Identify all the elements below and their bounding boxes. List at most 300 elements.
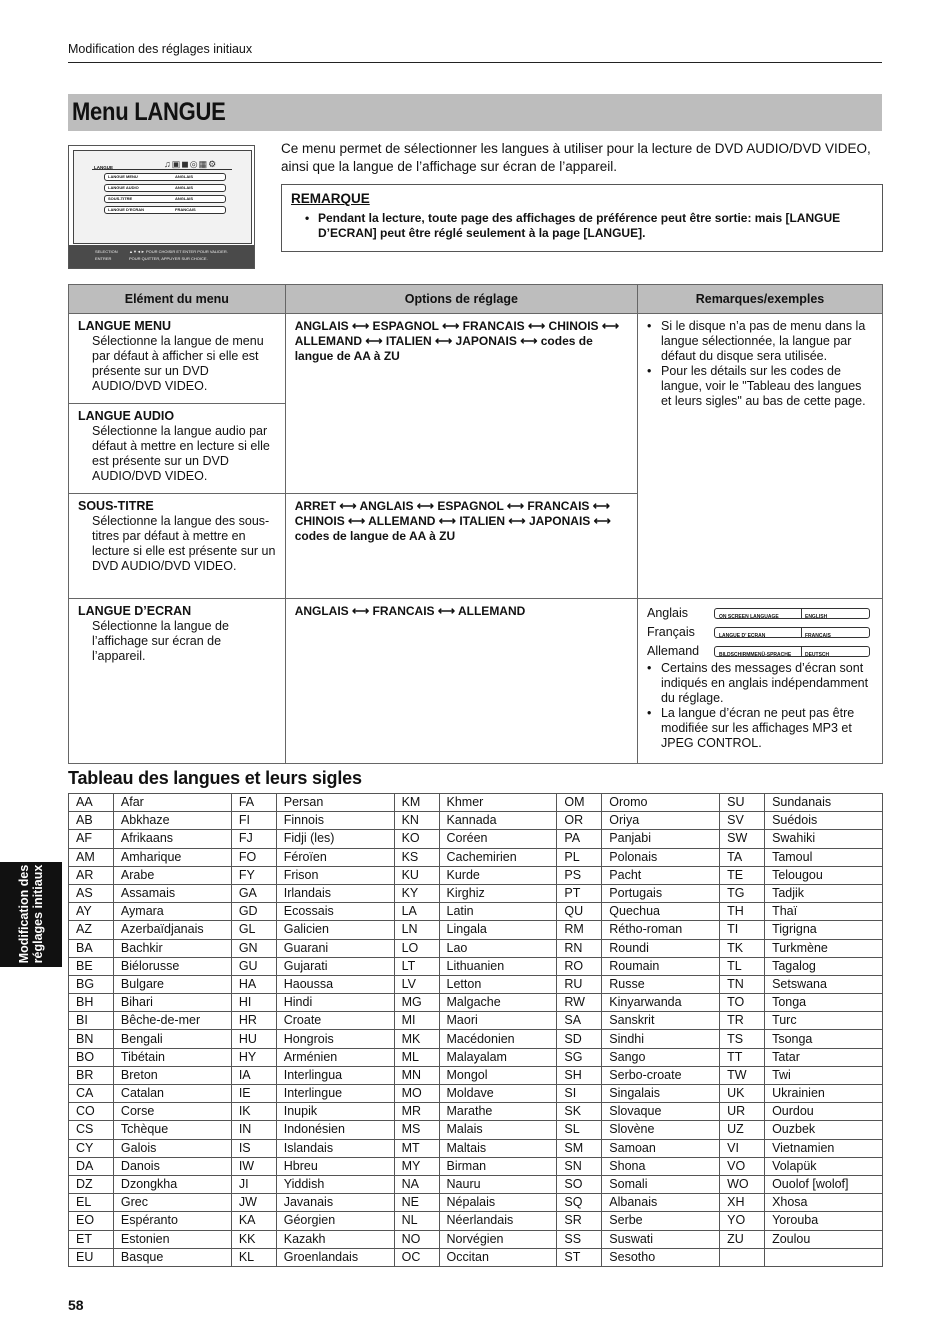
language-code-cell: EO — [69, 1212, 114, 1230]
menu-item-title: LANGUE AUDIO — [78, 409, 175, 423]
language-code-cell: UZ — [720, 1121, 765, 1139]
language-code-cell: FO — [231, 848, 276, 866]
osd-row-value: FRANCAIS — [175, 207, 196, 212]
remark-item: • Si le disque n’a pas de menu dans la langue sélectionnée, la langue par défaut du disque sera utilisée. — [661, 319, 874, 364]
language-code-cell: AF — [69, 830, 114, 848]
table-row — [69, 1030, 883, 1048]
language-name-cell: Norvégien — [439, 1230, 557, 1248]
language-code-cell: IK — [231, 1103, 276, 1121]
language-name-cell: Azerbaïdjanais — [113, 921, 231, 939]
language-name-cell: Galois — [113, 1139, 231, 1157]
language-code-cell: PL — [557, 848, 602, 866]
language-code-cell: SK — [557, 1103, 602, 1121]
language-code-cell: RO — [557, 957, 602, 975]
language-name-cell: Abkhaze — [113, 812, 231, 830]
language-name-cell: Guarani — [276, 939, 394, 957]
language-code-cell: NA — [394, 1175, 439, 1193]
language-code-cell: MY — [394, 1157, 439, 1175]
language-code-cell: BO — [69, 1048, 114, 1066]
osd-footer-enter: ENTRER — [95, 256, 112, 261]
remark-box — [281, 184, 883, 252]
language-code-cell: KL — [231, 1248, 276, 1266]
language-code-cell — [720, 1248, 765, 1266]
language-codes-table — [68, 793, 883, 1267]
language-name-cell: Xhosa — [765, 1194, 883, 1212]
table-header-row — [69, 285, 883, 314]
osd-example-box — [714, 608, 870, 619]
language-code-cell: GU — [231, 957, 276, 975]
language-code-cell: DZ — [69, 1175, 114, 1193]
language-name-cell: Corse — [113, 1103, 231, 1121]
remark-item: • Pour les détails sur les codes de langue, voir le "Tableau des langues et leurs sigles" au bas de cette page. — [661, 364, 874, 409]
language-code-cell: AS — [69, 884, 114, 902]
language-code-cell: PA — [557, 830, 602, 848]
language-code-cell: AY — [69, 903, 114, 921]
language-name-cell: Féroïen — [276, 848, 394, 866]
osd-example-key: BILDSCHIRMMENÜ-SPRACHE — [718, 652, 792, 658]
language-code-cell: SG — [557, 1048, 602, 1066]
osd-row — [104, 173, 226, 181]
language-code-cell: EU — [69, 1248, 114, 1266]
language-name-cell: Twi — [765, 1066, 883, 1084]
table-row — [69, 1048, 883, 1066]
language-code-cell: GA — [231, 884, 276, 902]
language-name-cell: Tibétain — [113, 1048, 231, 1066]
language-code-cell: CY — [69, 1139, 114, 1157]
osd-footer — [69, 245, 254, 268]
language-name-cell: Panjabi — [602, 830, 720, 848]
language-code-cell: FY — [231, 866, 276, 884]
language-name-cell: Irlandais — [276, 884, 394, 902]
language-code-cell: VO — [720, 1157, 765, 1175]
side-section-tab — [0, 862, 62, 967]
language-name-cell: Kannada — [439, 812, 557, 830]
language-name-cell: Croate — [276, 1012, 394, 1030]
language-name-cell: Khmer — [439, 794, 557, 812]
menu-item-desc: Sélectionne la langue des sous-titres par défaut à mettre en lecture si elle est présente sur un DVD AUDIO/DVD VIDEO. — [92, 514, 276, 573]
osd-example-box — [714, 646, 870, 657]
language-code-cell: JI — [231, 1175, 276, 1193]
language-code-cell: HA — [231, 975, 276, 993]
language-code-cell: KY — [394, 884, 439, 902]
language-name-cell: Serbe — [602, 1212, 720, 1230]
language-code-cell: WO — [720, 1175, 765, 1193]
language-name-cell: Samoan — [602, 1139, 720, 1157]
language-code-cell: JW — [231, 1194, 276, 1212]
language-name-cell: Portugais — [602, 884, 720, 902]
language-name-cell: Tsonga — [765, 1030, 883, 1048]
settings-table — [68, 284, 883, 764]
language-code-cell: OR — [557, 812, 602, 830]
table-row — [69, 866, 883, 884]
language-code-cell: SI — [557, 1085, 602, 1103]
language-name-cell: Indonésien — [276, 1121, 394, 1139]
language-code-cell: TG — [720, 884, 765, 902]
language-name-cell: Dzongkha — [113, 1175, 231, 1193]
table-row — [69, 884, 883, 902]
options-cell: ARRET ⟷ ANGLAIS ⟷ ESPAGNOL ⟷ FRANCAIS ⟷ CHINOIS ⟷ ALLEMAND ⟷ ITALIEN ⟷ JAPONAIS ⟷ codes de langue de AA à ZU — [285, 494, 637, 599]
language-name-cell: Turkmène — [765, 939, 883, 957]
language-name-cell: Ouzbek — [765, 1121, 883, 1139]
language-name-cell: Volapük — [765, 1157, 883, 1175]
osd-menu-icons: ♫▣◼◎▦⚙ — [164, 159, 218, 169]
language-code-cell: RM — [557, 921, 602, 939]
language-name-cell: Breton — [113, 1066, 231, 1084]
language-code-cell: TW — [720, 1066, 765, 1084]
language-name-cell: Lao — [439, 939, 557, 957]
osd-divider — [92, 169, 232, 170]
table-row — [69, 848, 883, 866]
language-code-cell: TK — [720, 939, 765, 957]
language-code-cell: MN — [394, 1066, 439, 1084]
table-row — [69, 939, 883, 957]
language-name-cell: Mongol — [439, 1066, 557, 1084]
language-name-cell: Groenlandais — [276, 1248, 394, 1266]
language-name-cell: Estonien — [113, 1230, 231, 1248]
language-name-cell: Persan — [276, 794, 394, 812]
table-row — [69, 794, 883, 812]
osd-example — [647, 623, 874, 642]
language-name-cell: Assamais — [113, 884, 231, 902]
language-code-cell: AZ — [69, 921, 114, 939]
osd-example-value: DEUTSCH — [804, 652, 830, 658]
osd-example — [647, 642, 874, 661]
table-row — [69, 1157, 883, 1175]
language-name-cell: Yiddish — [276, 1175, 394, 1193]
language-name-cell: Coréen — [439, 830, 557, 848]
section-title-bar — [68, 94, 882, 131]
language-code-cell: HR — [231, 1012, 276, 1030]
language-name-cell: Népalais — [439, 1194, 557, 1212]
language-code-cell: SA — [557, 1012, 602, 1030]
language-code-cell: GD — [231, 903, 276, 921]
language-code-cell: UR — [720, 1103, 765, 1121]
language-code-cell: BI — [69, 1012, 114, 1030]
language-code-cell: GL — [231, 921, 276, 939]
language-name-cell: Latin — [439, 903, 557, 921]
language-code-cell: NL — [394, 1212, 439, 1230]
osd-row-value: ANGLAIS — [175, 185, 193, 190]
language-code-cell: TL — [720, 957, 765, 975]
language-name-cell: Roumain — [602, 957, 720, 975]
table-row — [69, 812, 883, 830]
language-code-cell: SD — [557, 1030, 602, 1048]
table-row — [69, 1230, 883, 1248]
language-code-cell: YO — [720, 1212, 765, 1230]
language-code-cell: KO — [394, 830, 439, 848]
language-code-cell: ST — [557, 1248, 602, 1266]
language-name-cell: Arabe — [113, 866, 231, 884]
language-code-cell: KU — [394, 866, 439, 884]
language-code-cell: MS — [394, 1121, 439, 1139]
language-name-cell: Cachemirien — [439, 848, 557, 866]
language-name-cell: Sesotho — [602, 1248, 720, 1266]
language-code-cell: MO — [394, 1085, 439, 1103]
language-name-cell: Finnois — [276, 812, 394, 830]
menu-item-title: LANGUE MENU — [78, 319, 172, 333]
remark-title: REMARQUE — [291, 191, 370, 206]
language-code-cell: OM — [557, 794, 602, 812]
language-code-cell: DA — [69, 1157, 114, 1175]
language-name-cell: Roundi — [602, 939, 720, 957]
menu-item-cell — [69, 404, 286, 494]
language-name-cell: Rétho-roman — [602, 921, 720, 939]
table-row — [69, 599, 883, 764]
language-code-cell: TA — [720, 848, 765, 866]
language-code-cell: MG — [394, 994, 439, 1012]
language-code-cell: LN — [394, 921, 439, 939]
language-name-cell: Arménien — [276, 1048, 394, 1066]
language-code-cell: IS — [231, 1139, 276, 1157]
language-code-cell: LV — [394, 975, 439, 993]
language-code-cell: BG — [69, 975, 114, 993]
language-name-cell: Tonga — [765, 994, 883, 1012]
language-name-cell: Suswati — [602, 1230, 720, 1248]
language-name-cell: Ecossais — [276, 903, 394, 921]
language-code-cell: XH — [720, 1194, 765, 1212]
language-code-cell: BR — [69, 1066, 114, 1084]
language-name-cell: Malayalam — [439, 1048, 557, 1066]
language-code-cell: TN — [720, 975, 765, 993]
menu-item-title: LANGUE D’ECRAN — [78, 604, 192, 618]
remark-item: • Certains des messages d’écran sont indiqués en anglais indépendamment du réglage. — [661, 661, 874, 706]
osd-row-key: LANGUE D'ECRAN — [108, 207, 145, 212]
language-name-cell: Bêche-de-mer — [113, 1012, 231, 1030]
language-code-cell: SM — [557, 1139, 602, 1157]
language-name-cell: Tagalog — [765, 957, 883, 975]
language-name-cell: Telougou — [765, 866, 883, 884]
column-header: Options de réglage — [285, 285, 637, 314]
language-code-cell: GN — [231, 939, 276, 957]
language-name-cell: Bachkir — [113, 939, 231, 957]
language-name-cell: Serbo-croate — [602, 1066, 720, 1084]
language-name-cell: Maori — [439, 1012, 557, 1030]
language-name-cell: Néerlandais — [439, 1212, 557, 1230]
table-row — [69, 921, 883, 939]
language-code-cell: ZU — [720, 1230, 765, 1248]
language-code-cell: RU — [557, 975, 602, 993]
language-name-cell: Birman — [439, 1157, 557, 1175]
language-name-cell: Setswana — [765, 975, 883, 993]
running-header — [68, 40, 882, 63]
osd-row — [104, 184, 226, 192]
table-row — [69, 1121, 883, 1139]
language-name-cell: Swahiki — [765, 830, 883, 848]
language-code-cell: OC — [394, 1248, 439, 1266]
language-code-cell: RN — [557, 939, 602, 957]
language-name-cell: Frison — [276, 866, 394, 884]
language-code-cell: TO — [720, 994, 765, 1012]
language-name-cell: Occitan — [439, 1248, 557, 1266]
language-code-cell: CA — [69, 1085, 114, 1103]
language-code-cell: AB — [69, 812, 114, 830]
osd-row-key: SOUS-TITRE — [108, 196, 133, 201]
menu-item-desc: Sélectionne la langue de menu par défaut à afficher si elle est présente sur un DVD AUDIO/DVD VIDEO. — [92, 334, 264, 393]
osd-screen-panel — [73, 150, 252, 244]
language-code-cell: LA — [394, 903, 439, 921]
language-code-cell: FI — [231, 812, 276, 830]
language-name-cell: Tchèque — [113, 1121, 231, 1139]
language-code-cell: TT — [720, 1048, 765, 1066]
table-row — [69, 1248, 883, 1266]
language-code-cell: HY — [231, 1048, 276, 1066]
language-name-cell: Catalan — [113, 1085, 231, 1103]
language-name-cell: Amharique — [113, 848, 231, 866]
language-name-cell: Malais — [439, 1121, 557, 1139]
language-code-cell: FJ — [231, 830, 276, 848]
language-name-cell: Aymara — [113, 903, 231, 921]
language-name-cell: Galicien — [276, 921, 394, 939]
menu-item-cell — [69, 314, 286, 404]
osd-row — [104, 206, 226, 214]
table-row — [69, 1085, 883, 1103]
language-name-cell: Fidji (les) — [276, 830, 394, 848]
language-name-cell: Hbreu — [276, 1157, 394, 1175]
remarks-cell — [637, 599, 882, 764]
menu-item-desc: Sélectionne la langue audio par défaut à mettre en lecture si elle est présente sur un DVD AUDIO/DVD VIDEO. — [92, 424, 270, 483]
table-row — [69, 1066, 883, 1084]
language-code-cell: CO — [69, 1103, 114, 1121]
menu-item-cell — [69, 599, 286, 764]
page-number: 58 — [68, 1297, 84, 1313]
intro-paragraph: Ce menu permet de sélectionner les langues à utiliser pour la lecture de DVD AUDIO/DVD VIDEO, ainsi que la langue de l’affichage sur écran de l’appareil. — [281, 141, 871, 174]
table-row — [69, 1194, 883, 1212]
language-name-cell: Ouolof [wolof] — [765, 1175, 883, 1193]
language-name-cell: Singalais — [602, 1085, 720, 1103]
language-name-cell: Marathe — [439, 1103, 557, 1121]
language-code-cell: TH — [720, 903, 765, 921]
osd-screen-illustration — [68, 145, 255, 269]
language-name-cell: Géorgien — [276, 1212, 394, 1230]
osd-example-lang: Anglais — [646, 606, 688, 620]
language-code-cell: KA — [231, 1212, 276, 1230]
table-row — [69, 1139, 883, 1157]
language-name-cell: Ourdou — [765, 1103, 883, 1121]
language-name-cell: Oriya — [602, 812, 720, 830]
column-header: Elément du menu — [69, 285, 286, 314]
language-name-cell: Interlingua — [276, 1066, 394, 1084]
language-code-cell: IN — [231, 1121, 276, 1139]
language-name-cell — [765, 1248, 883, 1266]
language-code-cell: BA — [69, 939, 114, 957]
remark-text: • Pendant la lecture, toute page des affichages de préférence peut être sortie: mais [LANGUE D’ECRAN] peut être réglé seulement à la page [LANGUE]. — [318, 211, 873, 241]
language-code-cell: PT — [557, 884, 602, 902]
menu-item-title: SOUS-TITRE — [78, 499, 154, 513]
language-code-cell: KS — [394, 848, 439, 866]
language-code-cell: SS — [557, 1230, 602, 1248]
language-name-cell: Turc — [765, 1012, 883, 1030]
language-code-cell: QU — [557, 903, 602, 921]
language-name-cell: Vietnamien — [765, 1139, 883, 1157]
language-name-cell: Kurde — [439, 866, 557, 884]
language-name-cell: Haoussa — [276, 975, 394, 993]
language-code-cell: BE — [69, 957, 114, 975]
osd-example-lang: Français — [646, 625, 695, 639]
language-name-cell: Tigrigna — [765, 921, 883, 939]
language-name-cell: Pacht — [602, 866, 720, 884]
language-name-cell: Hongrois — [276, 1030, 394, 1048]
language-name-cell: Malgache — [439, 994, 557, 1012]
language-name-cell: Nauru — [439, 1175, 557, 1193]
table-row — [69, 903, 883, 921]
language-name-cell: Kazakh — [276, 1230, 394, 1248]
language-name-cell: Lingala — [439, 921, 557, 939]
language-code-cell: HI — [231, 994, 276, 1012]
remark-item: • La langue d’écran ne peut pas être modifiée sur les affichages MP3 et JPEG CONTROL. — [661, 706, 874, 751]
osd-row-key: LANGUE AUDIO — [108, 185, 139, 190]
menu-item-desc: Sélectionne la langue de l’affichage sur écran de l’appareil. — [92, 619, 229, 663]
language-name-cell: Slovaque — [602, 1103, 720, 1121]
language-name-cell: Shona — [602, 1157, 720, 1175]
language-code-cell: CS — [69, 1121, 114, 1139]
language-name-cell: Bulgare — [113, 975, 231, 993]
language-code-cell: TS — [720, 1030, 765, 1048]
menu-item-cell — [69, 494, 286, 599]
osd-row-value: ANGLAIS — [175, 174, 193, 179]
osd-footer-select: SELECTION — [95, 249, 118, 254]
language-name-cell: Slovène — [602, 1121, 720, 1139]
language-code-cell: ET — [69, 1230, 114, 1248]
language-name-cell: Suédois — [765, 812, 883, 830]
language-code-cell: HU — [231, 1030, 276, 1048]
osd-example-key: ON SCREEN LANGUAGE — [718, 614, 779, 620]
side-tab-line2: réglages initiaux — [31, 864, 45, 964]
language-code-cell: NE — [394, 1194, 439, 1212]
language-name-cell: Inupik — [276, 1103, 394, 1121]
table-row — [69, 957, 883, 975]
language-name-cell: Javanais — [276, 1194, 394, 1212]
language-code-cell: SU — [720, 794, 765, 812]
language-name-cell: Kinyarwanda — [602, 994, 720, 1012]
language-code-cell: MR — [394, 1103, 439, 1121]
column-header: Remarques/exemples — [637, 285, 882, 314]
language-code-cell: AR — [69, 866, 114, 884]
language-code-cell: VI — [720, 1139, 765, 1157]
language-code-cell: KN — [394, 812, 439, 830]
language-code-cell: IA — [231, 1066, 276, 1084]
language-name-cell: Sundanais — [765, 794, 883, 812]
language-code-cell: SO — [557, 1175, 602, 1193]
remarks-list — [647, 661, 874, 751]
language-code-cell: IW — [231, 1157, 276, 1175]
osd-row-key: LANGUE MENU — [108, 174, 138, 179]
language-name-cell: Islandais — [276, 1139, 394, 1157]
options-cell: ANGLAIS ⟷ ESPAGNOL ⟷ FRANCAIS ⟷ CHINOIS ⟷ ALLEMAND ⟷ ITALIEN ⟷ JAPONAIS ⟷ codes de langue de AA à ZU — [285, 314, 637, 494]
osd-row — [104, 195, 226, 203]
osd-example — [647, 604, 874, 623]
language-name-cell: Danois — [113, 1157, 231, 1175]
language-code-cell: LO — [394, 939, 439, 957]
language-name-cell: Interlingue — [276, 1085, 394, 1103]
language-code-cell: SH — [557, 1066, 602, 1084]
osd-example-lang: Allemand — [646, 644, 700, 658]
language-code-cell: MK — [394, 1030, 439, 1048]
language-name-cell: Sindhi — [602, 1030, 720, 1048]
language-code-cell: RW — [557, 994, 602, 1012]
language-code-cell: ML — [394, 1048, 439, 1066]
language-code-cell: SQ — [557, 1194, 602, 1212]
language-name-cell: Afar — [113, 794, 231, 812]
language-name-cell: Kirghiz — [439, 884, 557, 902]
codes-section-title: Tableau des langues et leurs sigles — [68, 768, 362, 788]
language-name-cell: Tadjik — [765, 884, 883, 902]
language-name-cell: Basque — [113, 1248, 231, 1266]
language-code-cell: SR — [557, 1212, 602, 1230]
language-code-cell: PS — [557, 866, 602, 884]
language-code-cell: NO — [394, 1230, 439, 1248]
page-title: Menu LANGUE — [72, 98, 226, 126]
language-code-cell: BH — [69, 994, 114, 1012]
